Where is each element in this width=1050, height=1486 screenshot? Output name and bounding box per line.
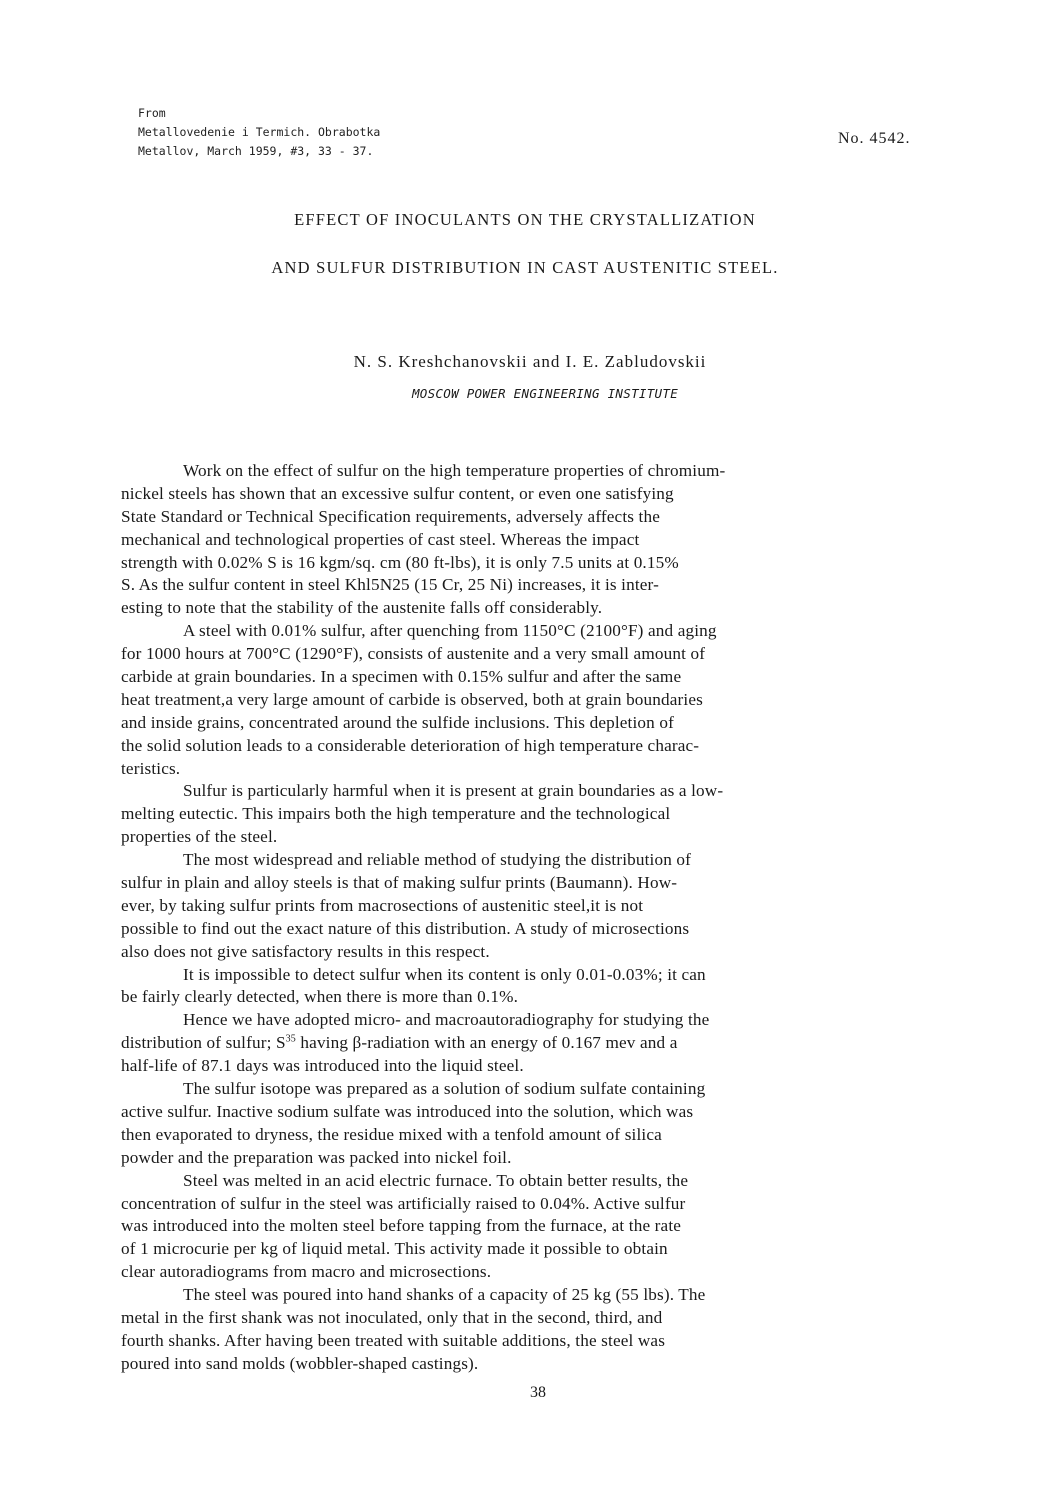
body-line: Sulfur is particularly harmful when it is present at grain boundaries as a low- <box>183 781 724 801</box>
title-line-2: AND SULFUR DISTRIBUTION IN CAST AUSTENITIC STEEL. <box>271 258 779 277</box>
body-line: poured into sand molds (wobbler-shaped castings). <box>121 1353 479 1373</box>
isotope-line-start: distribution of sulfur; S <box>121 1033 286 1053</box>
body-line: powder and the preparation was packed into nickel foil. <box>121 1147 512 1167</box>
body-line: teristics. <box>121 758 181 778</box>
document-number: No. 4542. <box>838 130 911 147</box>
body-line: then evaporated to dryness, the residue mixed with a tenfold amount of silica <box>121 1124 662 1144</box>
body-line: possible to find out the exact nature of this distribution. A study of microsections <box>121 918 690 938</box>
body-line: be fairly clearly detected, when there is more than 0.1%. <box>121 987 519 1007</box>
institute: MOSCOW POWER ENGINEERING INSTITUTE <box>411 386 679 401</box>
body-line: properties of the steel. <box>121 827 278 847</box>
article-body <box>121 460 963 1376</box>
body-line-isotope <box>121 1032 963 1055</box>
body-line: fourth shanks. After having been treated with suitable additions, the steel was <box>121 1330 666 1350</box>
body-line: and inside grains, concentrated around the sulfide inclusions. This depletion of <box>121 712 674 732</box>
body-line: the solid solution leads to a considerable deterioration of high temperature charac- <box>121 735 700 755</box>
body-line: of 1 microcurie per kg of liquid metal. This activity made it possible to obtain <box>121 1239 668 1259</box>
body-line: sulfur in plain and alloy steels is that of making sulfur prints (Baumann). How- <box>121 873 678 893</box>
body-line: S. As the sulfur content in steel Khl5N25 (15 Cr, 25 Ni) increases, it is inter- <box>121 575 659 595</box>
body-line: carbide at grain boundaries. In a specimen with 0.15% sulfur and after the same <box>121 667 682 687</box>
body-line: active sulfur. Inactive sodium sulfate was introduced into the solution, which was <box>121 1101 694 1121</box>
authors: N. S. Kreshchanovskii and I. E. Zabludovskii <box>353 352 707 371</box>
body-line: The steel was poured into hand shanks of a capacity of 25 kg (55 lbs). The <box>183 1285 706 1305</box>
source-citation <box>138 104 380 161</box>
body-line: half-life of 87.1 days was introduced into the liquid steel. <box>121 1056 524 1076</box>
body-line: concentration of sulfur in the steel was artificially raised to 0.04%. Active sulfur <box>121 1193 686 1213</box>
body-line: for 1000 hours at 700°C (1290°F), consists of austenite and a very small amount of <box>121 644 706 664</box>
body-line: melting eutectic. This impairs both the high temperature and the technological <box>121 804 671 824</box>
body-line: clear autoradiograms from macro and microsections. <box>121 1262 492 1282</box>
body-line: The sulfur isotope was prepared as a solution of sodium sulfate containing <box>183 1079 706 1099</box>
body-line: Work on the effect of sulfur on the high temperature properties of chromium- <box>183 461 726 480</box>
body-line: heat treatment,a very large amount of carbide is observed, both at grain boundaries <box>121 689 703 709</box>
body-line: A steel with 0.01% sulfur, after quenching from 1150°C (2100°F) and aging <box>183 621 717 641</box>
source-line: Metallov, March 1959, #3, 33 - 37. <box>138 144 374 158</box>
body-line: was introduced into the molten steel before tapping from the furnace, at the rate <box>121 1216 682 1236</box>
body-line: Steel was melted in an acid electric furnace. To obtain better results, the <box>183 1170 689 1190</box>
body-line: strength with 0.02% S is 16 kgm/sq. cm (80 ft-lbs), it is only 7.5 units at 0.15% <box>121 552 679 572</box>
body-line: State Standard or Technical Specification requirements, adversely affects the <box>121 506 660 526</box>
source-line: From <box>138 106 166 120</box>
body-line: It is impossible to detect sulfur when its content is only 0.01-0.03%; it can <box>183 964 706 984</box>
body-line: The most widespread and reliable method of studying the distribution of <box>183 850 692 870</box>
body-line: also does not give satisfactory results in this respect. <box>121 941 490 961</box>
title-line-1: EFFECT OF INOCULANTS ON THE CRYSTALLIZATION <box>294 210 756 229</box>
body-line: esting to note that the stability of the austenite falls off considerably. <box>121 598 603 618</box>
body-line: ever, by taking sulfur prints from macrosections of austenitic steel,it is not <box>121 895 644 915</box>
source-line: Metallovedenie i Termich. Obrabotka <box>138 125 381 139</box>
isotope-line-rest: having β-radiation with an energy of 0.167 mev and a <box>295 1033 678 1053</box>
body-line: mechanical and technological properties of cast steel. Whereas the impact <box>121 529 640 549</box>
body-line: nickel steels has shown that an excessive sulfur content, or even one satisfying <box>121 483 674 503</box>
isotope-mass-number: 35 <box>285 1033 296 1045</box>
page-number: 38 <box>530 1384 546 1401</box>
body-line: Hence we have adopted micro- and macroautoradiography for studying the <box>183 1010 710 1030</box>
body-line: metal in the first shank was not inoculated, only that in the second, third, and <box>121 1307 663 1327</box>
